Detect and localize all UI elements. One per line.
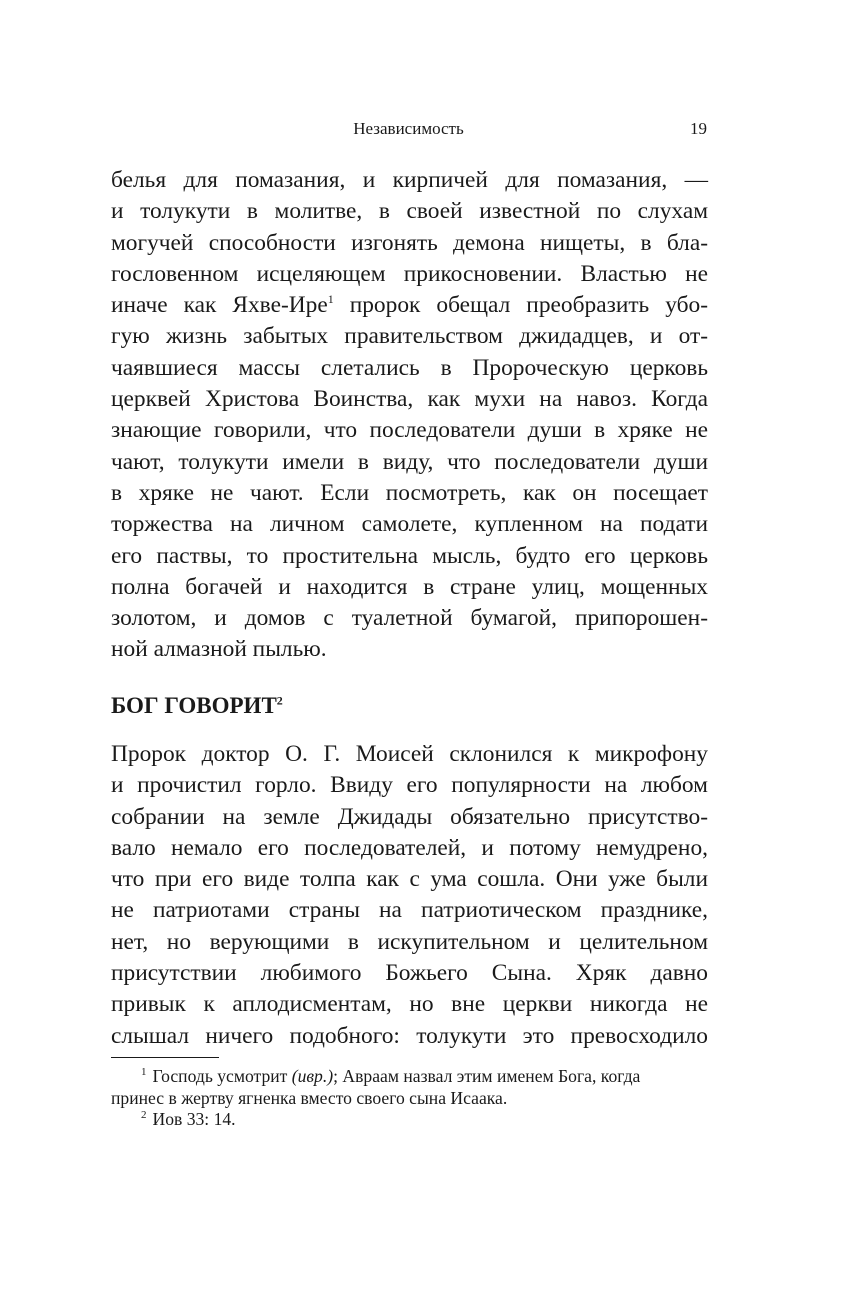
page-number: 19	[690, 119, 707, 138]
text-line: привык к аплодисментам, но вне церкви никогда не	[111, 991, 708, 1018]
text-line: Пророк доктор О. Г. Моисей склонился к микрофону	[111, 741, 708, 767]
text-line: чают, толукути имели в виду, что последователи души	[111, 448, 708, 475]
text-line: гую жизнь забытых правительством джидадцев, и от-	[111, 323, 708, 350]
footnotes	[111, 1066, 711, 1131]
text-segment: иначе как Яхве-Ире	[111, 292, 328, 319]
footnote-text: Иов 33: 14.	[152, 1109, 236, 1129]
text-line: вало немало его последователей, и потому немудрено,	[111, 834, 708, 861]
text-line: чаявшиеся массы слетались в Пророческую церковь	[111, 354, 708, 381]
running-head	[110, 116, 707, 142]
text-line: что при его виде толпа как с ума сошла. Они уже были	[111, 866, 708, 893]
paragraph-1	[111, 165, 708, 666]
footnote-ref-1[interactable]: 1	[327, 292, 334, 307]
text-line: и прочистил горло. Ввиду его популярности на любом	[111, 772, 708, 799]
text-line: церквей Христова Воинства, как мухи на навоз. Когда	[111, 386, 708, 413]
footnote-text: ; Авраам назвал этим именем Бога, когда	[333, 1066, 641, 1086]
text-line: белья для помазания, и кирпичей для помазания, —	[111, 167, 708, 193]
section-heading	[111, 690, 283, 722]
footnote-text: Господь усмотрит	[152, 1066, 292, 1086]
text-line: собрании на земле Джидады обязательно присутство-	[111, 803, 708, 830]
text-line: ной алмазной пылью.	[111, 636, 327, 663]
text-line: золотом, и домов с туалетной бумагой, припорошен-	[111, 605, 708, 632]
footnote-mark: 2	[141, 1109, 147, 1122]
text-line: и толукути в молитве, в своей известной по слухам	[111, 198, 708, 225]
footnote-ref-2[interactable]: 2	[276, 693, 283, 708]
text-line: могучей способности изгонять демона нищеты, в бла-	[111, 229, 708, 256]
text-line: нет, но верующими в искупительном и целительном	[111, 928, 708, 955]
text-line: присутствии любимого Божьего Сына. Хряк давно	[111, 960, 708, 987]
text-line: не патриотами страны на патриотическом празднике,	[111, 897, 708, 924]
footnote-2	[111, 1109, 711, 1131]
footnote-1-continuation: принес в жертву ягненка вместо своего сына Исаака.	[111, 1087, 508, 1108]
text-line: гословенном исцеляющем прикосновении. Властью не	[111, 260, 708, 287]
text-line: слышал ничего подобного: толукути это превосходило	[111, 1022, 708, 1049]
chapter-title: Независимость	[353, 119, 464, 138]
text-line: его паствы, то простительна мысль, будто его церковь	[111, 542, 708, 569]
text-line: полна богачей и находится в стране улиц, мощенных	[111, 573, 708, 600]
paragraph-2	[111, 739, 708, 1052]
section-heading-text: БОГ ГОВОРИТ	[111, 693, 277, 718]
text-segment: пророк обещал преобразить убо-	[333, 292, 708, 319]
footnote-divider	[111, 1057, 219, 1058]
footnote-1	[111, 1066, 711, 1088]
footnote-italic: (ивр.)	[291, 1066, 334, 1086]
text-line: знающие говорили, что последователи души в хряке не	[111, 417, 708, 444]
footnote-mark: 1	[141, 1066, 147, 1079]
text-line: торжества на личном самолете, купленном на подати	[111, 511, 708, 538]
text-line-with-footnote	[111, 290, 708, 321]
text-line: в хряке не чают. Если посмотреть, как он посещает	[111, 479, 708, 506]
